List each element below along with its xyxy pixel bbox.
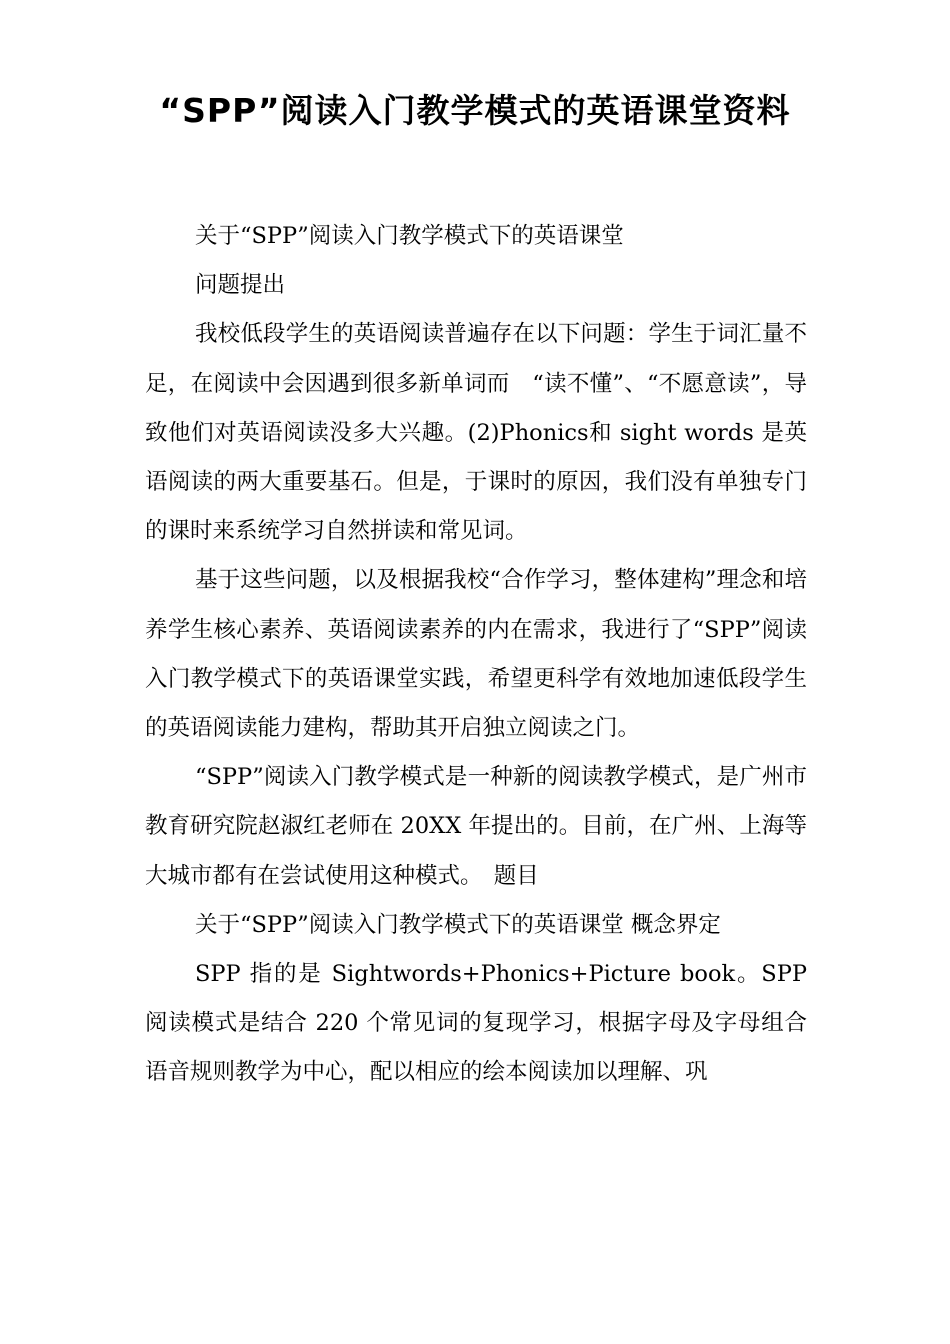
paragraph-topic: 关于“SPP”阅读入门教学模式下的英语课堂	[195, 223, 624, 249]
paragraph-problem-heading: 问题提出	[195, 272, 286, 299]
document-body	[145, 212, 815, 1098]
paragraph-spp-definition: SPP 指的是 Sightwords+Phonics+Picture book。SPP 阅读模式是结合 220 个常见词的复现学习，根据字母及字母组合语音规则教学为中心，配以相应的绘本阅读加以理解、巩	[145, 961, 815, 1086]
paragraph-concept-heading: 关于“SPP”阅读入门教学模式下的英语课堂 概念界定	[195, 911, 721, 938]
paragraph-problems: 我校低段学生的英语阅读普遍存在以下问题：学生于词汇量不足，在阅读中会因遇到很多新单词而 “读不懂”、“不愿意读”，导致他们对英语阅读没多大兴趣。(2)Phonics和 sight words 是英语阅读的两大重要基石。但是，于课时的原因，我们没有单独专门的课时来系统学习自然拼读和常见词。	[145, 321, 807, 545]
paragraph-practice: 基于这些问题，以及根据我校“合作学习，整体建构”理念和培养学生核心素养、英语阅读素养的内在需求，我进行了“SPP”阅读入门教学模式下的英语课堂实践，希望更科学有效地加速低段学生的英语阅读能力建构，帮助其开启独立阅读之门。	[145, 567, 807, 742]
paragraph-spp-intro: “SPP”阅读入门教学模式是一种新的阅读教学模式，是广州市教育研究院赵淑红老师在 20XX 年提出的。目前，在广州、上海等大城市都有在尝试使用这种模式。 题目	[145, 764, 807, 889]
document-title: “SPP”阅读入门教学模式的英语课堂资料	[159, 91, 791, 130]
